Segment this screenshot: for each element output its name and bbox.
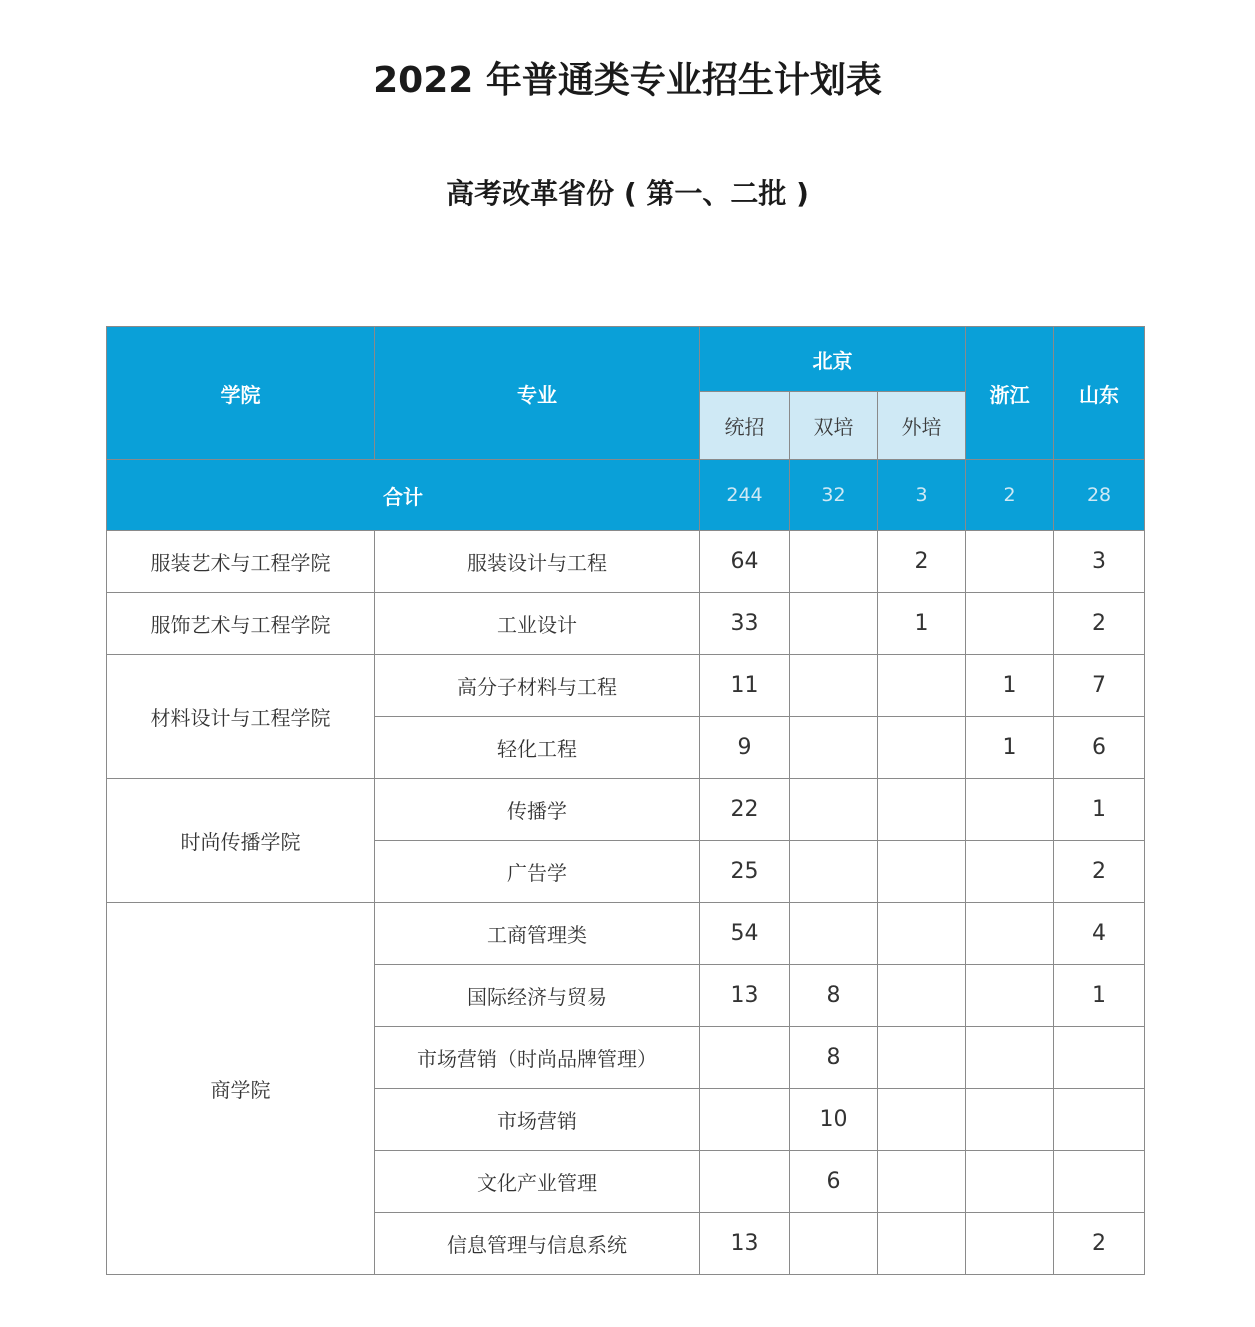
enrollment-plan-table <box>106 326 1145 1275</box>
page-subtitle: 高考改革省份 ( 第一、二批 ) <box>446 177 809 210</box>
value-cell: 2 <box>1054 841 1145 903</box>
header-beijing-shuangpei: 双培 <box>790 392 878 460</box>
major-cell: 国际经济与贸易 <box>375 965 700 1027</box>
value-cell: 8 <box>790 965 878 1027</box>
college-cell: 商学院 <box>107 903 375 1275</box>
header-row-1 <box>107 327 1145 392</box>
value-cell <box>878 841 966 903</box>
value-cell <box>790 903 878 965</box>
major-cell: 高分子材料与工程 <box>375 655 700 717</box>
table-row <box>107 655 1145 717</box>
major-cell: 市场营销 <box>375 1089 700 1151</box>
total-value: 32 <box>790 460 878 531</box>
value-cell: 9 <box>700 717 790 779</box>
value-cell <box>790 531 878 593</box>
value-cell: 1 <box>878 593 966 655</box>
college-cell: 时尚传播学院 <box>107 779 375 903</box>
header-college: 学院 <box>107 327 375 460</box>
value-cell <box>966 1027 1054 1089</box>
value-cell <box>966 965 1054 1027</box>
value-cell <box>878 965 966 1027</box>
header-shandong: 山东 <box>1054 327 1145 460</box>
value-cell: 1 <box>966 717 1054 779</box>
value-cell: 2 <box>1054 1213 1145 1275</box>
value-cell <box>790 593 878 655</box>
value-cell: 22 <box>700 779 790 841</box>
value-cell: 25 <box>700 841 790 903</box>
header-beijing: 北京 <box>700 327 966 392</box>
header-beijing-tongzhao: 统招 <box>700 392 790 460</box>
major-cell: 传播学 <box>375 779 700 841</box>
total-value: 28 <box>1054 460 1145 531</box>
major-cell: 文化产业管理 <box>375 1151 700 1213</box>
value-cell <box>966 593 1054 655</box>
total-value: 2 <box>966 460 1054 531</box>
value-cell: 6 <box>790 1151 878 1213</box>
value-cell <box>966 531 1054 593</box>
table-row <box>107 531 1145 593</box>
table-row <box>107 779 1145 841</box>
value-cell: 33 <box>700 593 790 655</box>
value-cell <box>1054 1027 1145 1089</box>
value-cell <box>700 1027 790 1089</box>
college-cell: 服装艺术与工程学院 <box>107 531 375 593</box>
page-title: 2022 年普通类专业招生计划表 <box>373 60 882 101</box>
value-cell <box>700 1151 790 1213</box>
value-cell <box>878 1027 966 1089</box>
major-cell: 服装设计与工程 <box>375 531 700 593</box>
major-cell: 广告学 <box>375 841 700 903</box>
total-row <box>107 460 1145 531</box>
major-cell: 工业设计 <box>375 593 700 655</box>
value-cell: 6 <box>1054 717 1145 779</box>
value-cell: 1 <box>1054 965 1145 1027</box>
college-cell: 服饰艺术与工程学院 <box>107 593 375 655</box>
value-cell: 10 <box>790 1089 878 1151</box>
value-cell: 64 <box>700 531 790 593</box>
value-cell <box>966 841 1054 903</box>
table-row <box>107 903 1145 965</box>
value-cell: 13 <box>700 1213 790 1275</box>
table-row <box>107 593 1145 655</box>
value-cell <box>878 903 966 965</box>
value-cell <box>790 1213 878 1275</box>
value-cell <box>1054 1089 1145 1151</box>
value-cell <box>878 1151 966 1213</box>
header-major: 专业 <box>375 327 700 460</box>
header-zhejiang: 浙江 <box>966 327 1054 460</box>
value-cell: 1 <box>966 655 1054 717</box>
value-cell <box>878 717 966 779</box>
header-beijing-waipei: 外培 <box>878 392 966 460</box>
value-cell <box>966 779 1054 841</box>
value-cell <box>790 779 878 841</box>
total-value: 244 <box>700 460 790 531</box>
value-cell <box>700 1089 790 1151</box>
total-label: 合计 <box>107 460 700 531</box>
value-cell: 2 <box>1054 593 1145 655</box>
major-cell: 工商管理类 <box>375 903 700 965</box>
major-cell: 信息管理与信息系统 <box>375 1213 700 1275</box>
value-cell <box>878 1089 966 1151</box>
value-cell: 7 <box>1054 655 1145 717</box>
value-cell: 8 <box>790 1027 878 1089</box>
college-cell: 材料设计与工程学院 <box>107 655 375 779</box>
value-cell <box>966 1151 1054 1213</box>
value-cell <box>1054 1151 1145 1213</box>
value-cell: 1 <box>1054 779 1145 841</box>
value-cell <box>878 779 966 841</box>
value-cell: 4 <box>1054 903 1145 965</box>
major-cell: 轻化工程 <box>375 717 700 779</box>
major-cell: 市场营销（时尚品牌管理） <box>375 1027 700 1089</box>
value-cell <box>790 841 878 903</box>
value-cell: 11 <box>700 655 790 717</box>
value-cell <box>966 1213 1054 1275</box>
value-cell <box>790 655 878 717</box>
value-cell <box>878 655 966 717</box>
value-cell <box>878 1213 966 1275</box>
total-value: 3 <box>878 460 966 531</box>
value-cell: 2 <box>878 531 966 593</box>
value-cell: 54 <box>700 903 790 965</box>
value-cell: 3 <box>1054 531 1145 593</box>
value-cell <box>966 903 1054 965</box>
value-cell: 13 <box>700 965 790 1027</box>
value-cell <box>790 717 878 779</box>
value-cell <box>966 1089 1054 1151</box>
